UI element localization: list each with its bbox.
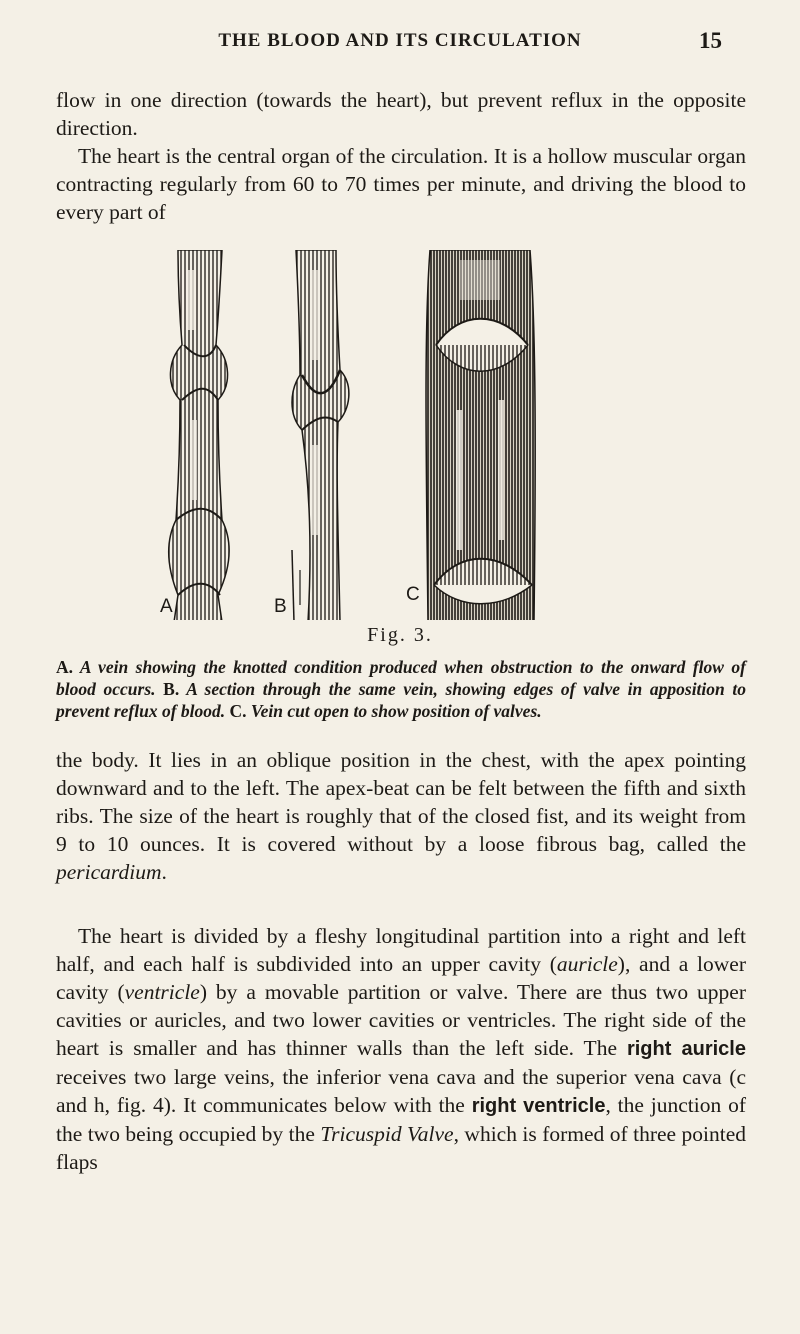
division-text-6: , which is formed of three pointed flaps	[56, 1122, 747, 1174]
page-number: 15	[699, 28, 722, 53]
vein-a-drawing	[169, 250, 229, 620]
term-auricle: auricle	[556, 952, 618, 976]
figure-veins	[160, 250, 580, 620]
vein-c-drawing	[426, 250, 535, 620]
label-a: A	[160, 596, 173, 617]
paragraph-intro	[56, 86, 746, 226]
paragraph-heart-division	[56, 922, 746, 1176]
paragraph-heart-position	[56, 746, 746, 886]
label-c: C	[406, 584, 420, 605]
division-text-4: receives two large veins, the inferior vena cava and the superior vena cava (c and h, fig. 4). It communicates below with the	[56, 1065, 746, 1117]
running-head: THE BLOOD AND ITS CIRCULATION	[218, 30, 582, 51]
page-header	[0, 30, 800, 70]
paragraph-intro-b: The heart is the central organ of the circulation. It is a hollow muscular organ contracting regularly from 60 to 70 times per minute, and driving the blood to every part of	[56, 144, 746, 224]
label-b: B	[274, 596, 287, 617]
vein-illustration	[160, 250, 580, 620]
paragraph-intro-a: flow in one direction (towards the heart), but prevent reflux in the opposite direction.	[56, 88, 746, 140]
division-text-5: , the junction of the two being occupied by the	[56, 1093, 747, 1146]
paragraph-heart-position-text: the body. It lies in an oblique position in the chest, with the apex pointing downward and to the left. The apex-beat can be felt between the fifth and sixth ribs. The size of the heart is roughly that of the closed fist, and its weight from 9 to 10 ounces. It is covered without by a loose fibrous bag, called the	[56, 748, 746, 856]
paragraph-heart-position-end: .	[161, 860, 167, 884]
legend-b-letter: B.	[163, 679, 180, 699]
legend-b-text: A section through the same vein, showing edges of valve in apposition to prevent reflux of blood.	[56, 679, 747, 721]
term-right-ventricle: right ventricle	[471, 1095, 606, 1117]
term-ventricle: ventricle	[124, 980, 200, 1004]
term-right-auricle: right auricle	[626, 1038, 746, 1060]
division-text-3: ) by a movable partition or valve. There are thus two upper cavities or auricles, and two lower cavities or ventricles. The right side of the heart is smaller and has thinner walls than the left side. The	[56, 980, 746, 1060]
figure-legend	[56, 656, 746, 722]
vein-b-drawing	[292, 250, 349, 620]
division-text-1: The heart is divided by a fleshy longitudinal partition into a right and left half, and each half is subdivided into an upper cavity (	[56, 924, 746, 976]
term-pericardium: pericardium	[56, 860, 162, 884]
legend-c-letter: C.	[229, 701, 247, 721]
legend-a-letter: A.	[56, 657, 74, 677]
figure-title: Fig. 3.	[367, 624, 433, 646]
term-tricuspid-valve: Tricuspid Valve	[320, 1122, 454, 1146]
division-text-2: ), and a lower cavity (	[56, 952, 746, 1004]
legend-a-text: A vein showing the knotted condition produced when obstruction to the onward flow of blood occurs.	[56, 657, 746, 699]
legend-c-text: Vein cut open to show position of valves.	[250, 701, 542, 721]
